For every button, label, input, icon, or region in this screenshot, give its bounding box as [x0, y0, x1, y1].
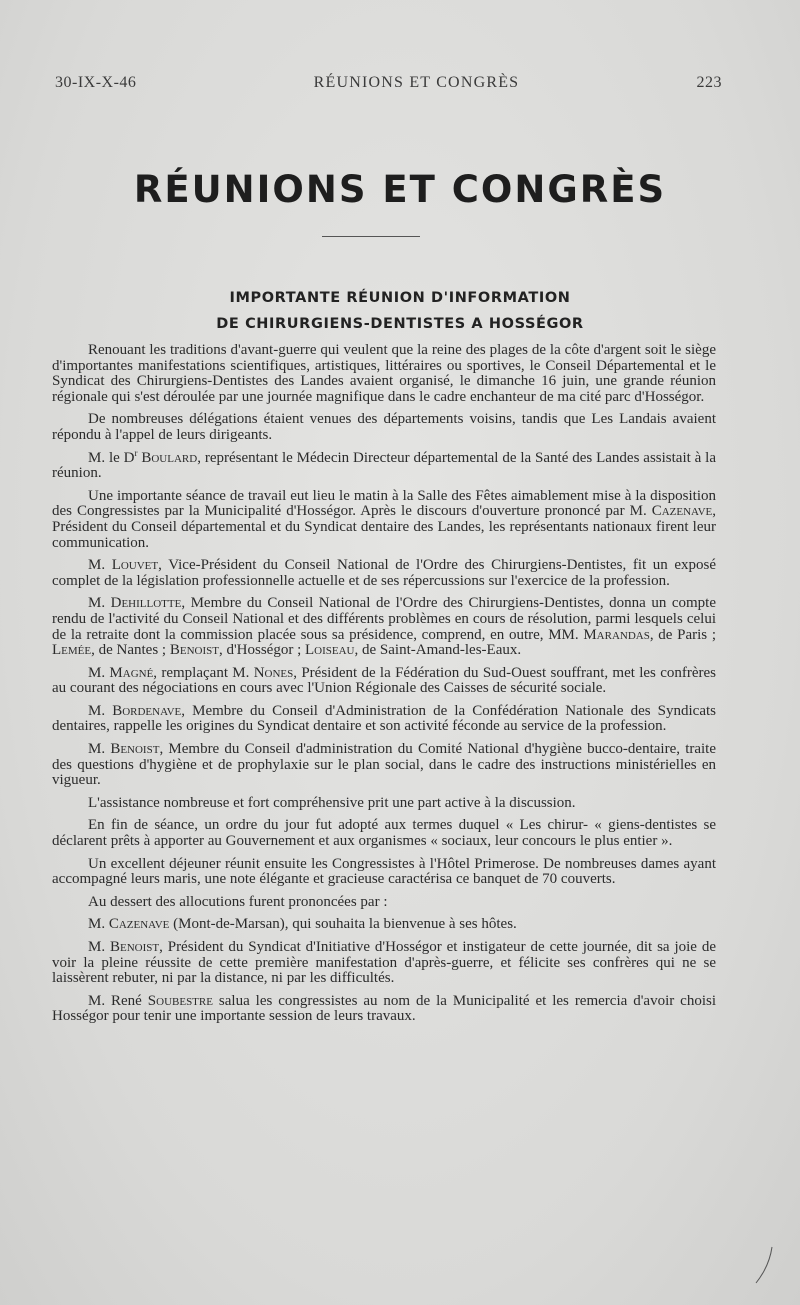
- person-name: Bordenave: [112, 702, 182, 719]
- paragraph-16: M. René Soubestre salua les congressistes au nom de la Municipalité et les remercia d'avoir choisi Hosségor pour tenir une importante session de leurs travaux.: [52, 992, 716, 1025]
- person-name: Benoist: [169, 642, 219, 659]
- pencil-mark: [754, 1245, 774, 1285]
- article-subtitle-line2: DE CHIRURGIENS-DENTISTES A HOSSÉGOR: [216, 316, 584, 332]
- paragraph-12: Un excellent déjeuner réunit ensuite les Congressistes à l'Hôtel Primerose. De nombreuses dames ayant accompagné leurs maris, une note élégante et gracieuse caractérisa ce banquet de 70 couverts.: [52, 855, 716, 888]
- paragraph-14: M. Cazenave (Mont-de-Marsan), qui souhaita la bienvenue à ses hôtes.: [88, 916, 517, 933]
- paragraph-1: Renouant les traditions d'avant-guerre qui veulent que la reine des plages de la côte d'argent soit le siège d'importantes manifestations scientifiques, artistiques, littéraires ou sportives, le Conseil Départemental et le Syndicat des Chirurgiens-Dentistes des Landes avaient organisé, le dimanche 16 juin, une grande réunion régionale qui s'est déroulée par une journée magnifique dans le cadre enchanteur de ma cité parc d'Hosségor.: [52, 342, 716, 405]
- person-name: Dehillotte: [110, 595, 182, 612]
- page-number: 223: [696, 74, 722, 91]
- paragraph-7: M. Magné, remplaçant M. Nones, Président de la Fédération du Sud-Ouest souffrant, met les confrères au courant des négociations en cours avec l'Union Régionale des Caisses de sécurité sociale.: [52, 664, 716, 697]
- paragraph-9: M. Benoist, Membre du Conseil d'administration du Comité National d'hygiène bucco-dentaire, traite des questions d'hygiène et de prophylaxie sur le plan social, dans le cadre des instructions ministérielles en vigueur.: [52, 741, 717, 789]
- paragraph-10: L'assistance nombreuse et fort compréhensive prit une part active à la discussion.: [88, 794, 576, 811]
- person-name: Loiseau: [305, 642, 355, 659]
- paragraph-2: De nombreuses délégations étaient venues des départements voisins, tandis que Les Landais avaient répondu à l'appel de leurs dirigeants.: [52, 411, 716, 443]
- person-name: Benoist: [109, 939, 160, 955]
- person-name: Cazenave: [108, 916, 170, 933]
- person-name: Benoist: [110, 741, 160, 758]
- paragraph-6: M. Dehillotte, Membre du Conseil National de l'Ordre des Chirurgiens-Dentistes, donna un compte rendu de l'activité du Conseil National et des différents problèmes en cours de résolution, parmi lesquels celui de la retraite dont la commission placée sous sa présidence, comprend, en outre, MM. Marandas, de Paris ; Lemée, de Nantes ; Benoist, d'Hosségor ; Loiseau, de Saint-Amand-les-Eaux.: [52, 595, 716, 659]
- person-name: Cazenave: [651, 503, 713, 520]
- person-name: Louvet: [111, 557, 159, 574]
- person-name: Lemée: [52, 642, 92, 659]
- person-name: Magné: [109, 664, 154, 681]
- paragraph-5: M. Louvet, Vice-Président du Conseil National de l'Ordre des Chirurgiens-Dentistes, fit un exposé complet de la législation professionnelle actuelle et de ses répercussions sur l'exercice de la profession.: [52, 557, 716, 589]
- article-body: [52, 343, 716, 1032]
- section-header: RÉUNIONS ET CONGRÈS: [313, 74, 520, 91]
- person-name: Nones: [253, 664, 294, 681]
- person-name: Soubestre: [147, 992, 213, 1009]
- title-divider: [322, 236, 420, 237]
- paragraph-8: M. Bordenave, Membre du Conseil d'Administration de la Confédération Nationale des Syndicats dentaires, rappelle les origines du Syndicat dentaire et son activité féconde au service de la profession.: [52, 702, 716, 735]
- paragraph-13: Au dessert des allocutions furent prononcées par :: [88, 893, 388, 910]
- running-head: [55, 74, 722, 92]
- paragraph-15: M. Benoist, Président du Syndicat d'Initiative d'Hosségor et instigateur de cette journée, dit sa joie de voir la pleine réussite de cette première manifestation d'après-guerre, et félicite ses confrères qui ne se laissèrent rebuter, ni par la distance, ni par les difficultés.: [52, 939, 716, 987]
- article-subtitle-line1: IMPORTANTE RÉUNION D'INFORMATION: [229, 290, 571, 306]
- person-name: Marandas: [583, 626, 650, 643]
- paragraph-11: En fin de séance, un ordre du jour fut adopté aux termes duquel « Les chirur- « giens-dentistes se déclarent prêts à apporter au Gouvernement et aux organismes « sociaux, leur concours le plus entier ».: [52, 817, 716, 850]
- paragraph-4: Une importante séance de travail eut lieu le matin à la Salle des Fêtes aimablement mise à la disposition des Congressistes par la Municipalité d'Hosségor. Après le discours d'ouverture prononcé par M. Cazenave, Président du Conseil départemental et du Syndicat dentaire des Landes, les représentants nationaux firent leur communication.: [52, 487, 716, 551]
- page-title: RÉUNIONS ET CONGRÈS: [133, 168, 667, 211]
- paragraph-3: M. le $D^r$ Boulard, représentant le Médecin Directeur départemental de la Santé des Landes assistait à la réunion.: [52, 447, 717, 482]
- person-name: Boulard: [141, 449, 198, 466]
- issue-date: 30-IX-X-46: [55, 74, 137, 91]
